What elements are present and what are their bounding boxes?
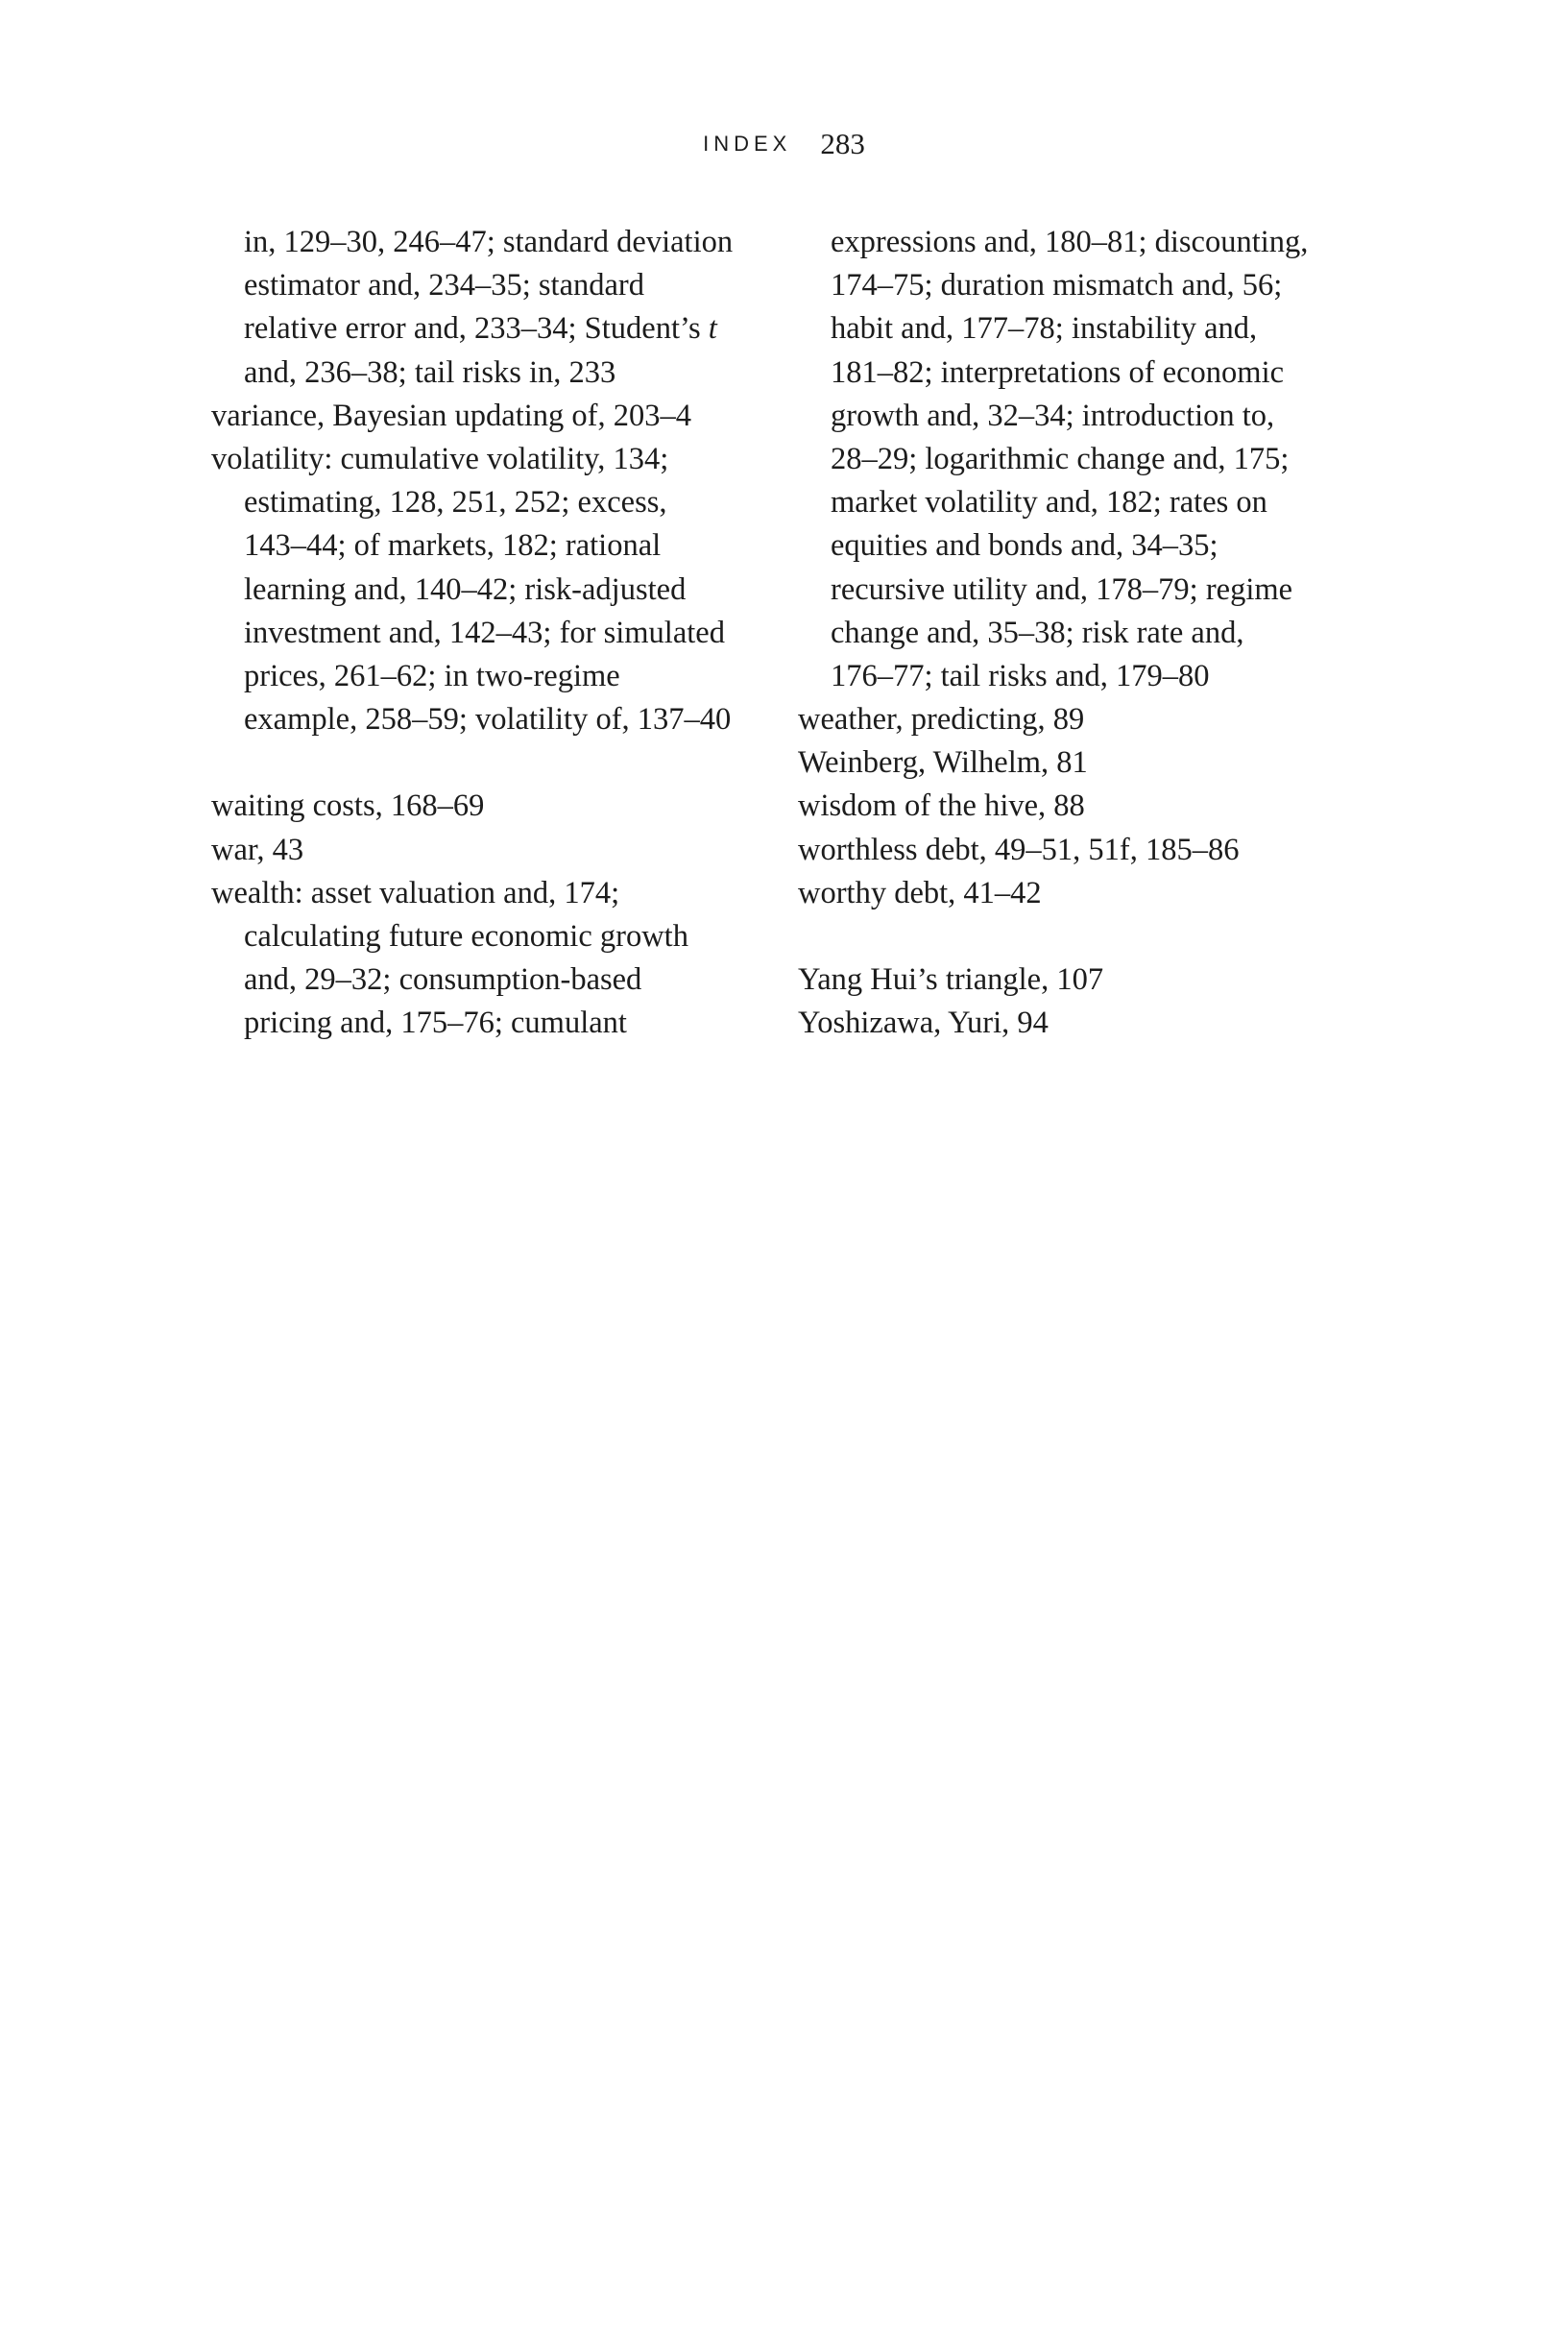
index-entry-line: volatility: cumulative volatility, 134; (211, 441, 669, 476)
index-subentry-line: estimator and, 234–35; standard (244, 268, 644, 303)
index-subentry-line: expressions and, 180–81; discounting, (831, 225, 1309, 259)
italic-variable: t (708, 311, 717, 347)
index-subentry-line: and, 29–32; consumption-based (244, 962, 642, 998)
index-subentry-line: in, 129–30, 246–47; standard deviation (244, 225, 734, 259)
index-subentry-line: estimating, 128, 251, 252; excess, (244, 485, 667, 521)
index-subentry-line: and, 236–38; tail risks in, 233 (244, 354, 616, 390)
index-subentry-line: prices, 261–62; in two-regime (244, 658, 620, 693)
index-entry-line: waiting costs, 168–69 (211, 788, 485, 824)
index-column-left (211, 221, 787, 1046)
index-entry-line: weather, predicting, 89 (798, 702, 1085, 738)
index-column-right (798, 221, 1374, 1046)
index-subentry-line: investment and, 142–43; for simulated (244, 615, 725, 650)
index-entry-line: war, 43 (211, 832, 304, 867)
index-entry-line: wisdom of the hive, 88 (798, 788, 1085, 824)
index-subentry-line: pricing and, 175–76; cumulant (244, 1006, 627, 1041)
index-subentry-line: recursive utility and, 178–79; regime (831, 571, 1293, 607)
index-spacer (798, 915, 1374, 958)
index-entry-line: Yoshizawa, Yuri, 94 (798, 1006, 1049, 1041)
index-subentry-line: habit and, 177–78; instability and, (831, 311, 1258, 347)
index-subentry-line: market volatility and, 182; rates on (831, 485, 1267, 521)
index-subentry-line: 174–75; duration mismatch and, 56; (831, 268, 1283, 303)
index-entry-line: Yang Hui’s triangle, 107 (798, 962, 1104, 998)
index-subentry-line: calculating future economic growth (244, 919, 688, 954)
index-subentry-line: 28–29; logarithmic change and, 175; (831, 441, 1290, 476)
index-subentry-line: learning and, 140–42; risk-adjusted (244, 571, 687, 607)
index-subentry-line: relative error and, 233–34; Student’s t (244, 311, 717, 347)
index-subentry-line: 181–82; interpretations of economic (831, 354, 1285, 390)
index-entry-line: wealth: asset valuation and, 174; (211, 875, 620, 910)
index-subentry-line: growth and, 32–34; introduction to, (831, 398, 1275, 433)
index-entry-line: variance, Bayesian updating of, 203–4 (211, 398, 691, 433)
running-head (0, 127, 1568, 161)
index-subentry-line: change and, 35–38; risk rate and, (831, 615, 1244, 650)
index-entry-line: worthy debt, 41–42 (798, 875, 1042, 910)
index-entry-line: worthless debt, 49–51, 51f, 185–86 (798, 832, 1240, 867)
index-subentry-line: 176–77; tail risks and, 179–80 (831, 658, 1210, 693)
index-subentry-line: equities and bonds and, 34–35; (831, 528, 1218, 564)
running-head-label: INDEX (703, 132, 792, 156)
index-subentry-line: example, 258–59; volatility of, 137–40 (244, 702, 732, 738)
index-subentry-line: 143–44; of markets, 182; rational (244, 528, 662, 564)
page-number: 283 (820, 127, 865, 160)
index-entry-line: Weinberg, Wilhelm, 81 (798, 745, 1088, 781)
index-spacer (211, 741, 787, 785)
